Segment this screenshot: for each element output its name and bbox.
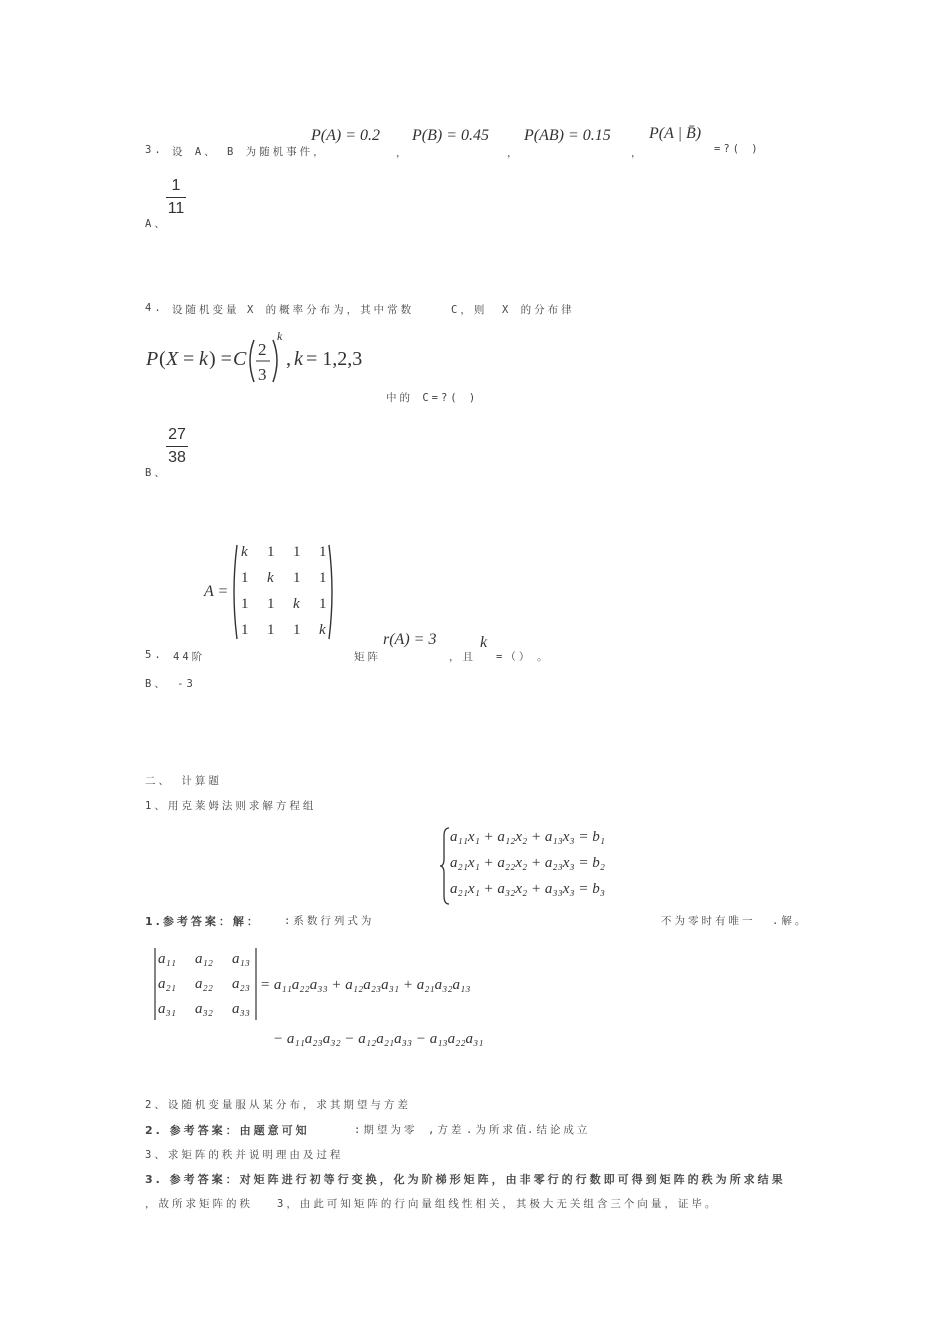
svg-text:C: C <box>233 348 247 370</box>
section-line4 <box>145 1122 310 1138</box>
q5-text4: =（） <box>496 651 533 663</box>
section-line2d: .解。 <box>772 915 809 927</box>
q5-rank: r(A) = 3 <box>383 631 437 648</box>
section-line4e: .结论成立 <box>527 1124 591 1136</box>
section-line5: 3、求矩阵的秩并说明理由及过程 <box>145 1149 344 1161</box>
matrix-cell: 1 <box>293 570 301 586</box>
matrix-cell: 1 <box>267 544 275 560</box>
answer-2-lead: 2. 参考答案：由题意可知 <box>145 1124 310 1137</box>
q4-ask: 中的 C=?( ) <box>386 392 479 404</box>
svg-text:(: ( <box>159 348 166 370</box>
matrix-cell: k <box>241 544 248 560</box>
q4-text4: X 的分布律 <box>502 304 575 316</box>
answer-1-lead: 1.参考答案：解： <box>145 915 261 928</box>
q3-sep3: ， <box>631 147 645 159</box>
q3-formula-pa: P(A) = 0.2 <box>311 127 380 144</box>
matrix-cell: 1 <box>319 570 327 586</box>
section-line3: 2、设随机变量服从某分布，求其期望与方差 <box>145 1099 411 1111</box>
q3-answer-numerator: 1 <box>171 177 181 194</box>
determinant-cell: a₃₂ <box>195 1001 213 1017</box>
determinant-rhs-2: − a₁₁a₂₃a₃₂ − a₁₂a₂₁a₃₃ − a₁₃a₂₂a₃₁ <box>273 1031 484 1047</box>
q3-text: 设 A、 B 为随机事件， <box>172 146 327 158</box>
q5-number: 5. <box>145 649 164 661</box>
matrix-cell: 1 <box>241 622 249 638</box>
svg-text:k: k <box>199 348 208 370</box>
q3-ask: =?( ) <box>714 143 761 155</box>
q5-var: k <box>480 634 488 651</box>
determinant-cell: a₂₁ <box>158 976 176 992</box>
determinant-cell: a₁₃ <box>232 951 250 967</box>
matrix-cell: k <box>293 596 300 612</box>
system-eq-3: a₂₁x₁ + a₃₂x₂ + a₃₃x₃ = b₃ <box>450 881 605 897</box>
q4-formula <box>146 330 366 392</box>
q3-number: 3. <box>145 144 164 156</box>
matrix-cell: 1 <box>267 596 275 612</box>
section-line7b: 3，由此可知矩阵的行向量组线性相关，其极大无关组含三个向量，证毕。 <box>277 1198 719 1210</box>
section-line7a: ，故所求矩阵的秩 <box>145 1198 253 1210</box>
section-line2c: 不为零时有唯一 <box>661 915 756 927</box>
determinant-cell: a₁₁ <box>158 951 176 967</box>
q5-matrix-lhs: A = <box>204 583 229 600</box>
q3-formula-pb: P(B) = 0.45 <box>412 127 489 144</box>
q5-text3: ，且 <box>449 651 476 663</box>
svg-text:) =: ) = <box>209 348 232 370</box>
matrix-cell: 1 <box>241 596 249 612</box>
q4-answer-label: B、 <box>145 467 168 479</box>
q3-sep2: ， <box>507 147 521 159</box>
q4-text2: X 的概率分布为，其中常数 <box>247 304 415 316</box>
q3-answer-denominator: 11 <box>167 200 185 217</box>
matrix-cell: 1 <box>293 622 301 638</box>
q3-sep1: ， <box>396 147 410 159</box>
q5-answer: B、 -3 <box>145 678 196 690</box>
svg-text:3: 3 <box>258 365 267 384</box>
determinant-cell: a₁₂ <box>195 951 213 967</box>
section-line4d: .为所求值 <box>466 1124 530 1136</box>
svg-text:k: k <box>294 348 303 370</box>
q4-answer-denominator: 38 <box>168 449 186 466</box>
q5-text1: 44阶 <box>173 651 206 663</box>
section-line1: 1、用克莱姆法则求解方程组 <box>145 800 317 812</box>
matrix-cell: 1 <box>319 596 327 612</box>
q4-answer-numerator: 27 <box>168 426 186 443</box>
matrix-cell: k <box>267 570 274 586</box>
matrix-cell: k <box>319 622 326 638</box>
determinant-rhs-1: = a₁₁a₂₂a₃₃ + a₁₂a₂₃a₃₁ + a₂₁a₃₂a₁₃ <box>260 977 471 993</box>
q4-answer-fraction <box>166 426 188 467</box>
svg-text:,: , <box>286 348 291 370</box>
section-line4b: :期望为零 <box>354 1124 418 1136</box>
svg-text:X: X <box>166 348 179 370</box>
determinant-cell: a₂₂ <box>195 976 213 992</box>
answer-3-lead: 3. 参考答案：对矩阵进行初等行变换，化为阶梯形矩阵，由非零行的行数即可得到矩阵的秩为所求结果 <box>145 1173 786 1186</box>
determinant-cell: a₃₃ <box>232 1001 250 1017</box>
q3-formula-target: P(A | B̄) <box>649 125 702 142</box>
q4-text3: C，则 <box>451 304 488 316</box>
system-eq-1: a₁₁x₁ + a₁₂x₂ + a₁₃x₃ = b₁ <box>450 829 605 845</box>
q3-answer-fraction <box>166 177 186 218</box>
q4-number: 4. <box>145 302 164 314</box>
svg-text:P: P <box>146 348 159 370</box>
svg-text:= 1,2,3: = 1,2,3 <box>306 348 363 370</box>
equation-system <box>438 826 628 906</box>
matrix-cell: 1 <box>267 622 275 638</box>
system-eq-2: a₂₁x₁ + a₂₂x₂ + a₂₃x₃ = b₂ <box>450 855 605 871</box>
matrix-cell: 1 <box>293 544 301 560</box>
svg-text:2: 2 <box>258 340 267 359</box>
section-line6 <box>145 1171 786 1187</box>
section-line2a <box>145 913 261 929</box>
section-line2b: :系数行列式为 <box>284 915 375 927</box>
q4-text1: 设随机变量 <box>172 304 240 316</box>
q3-answer-label: A、 <box>145 218 168 230</box>
section-line4c: ,方差 <box>428 1124 465 1136</box>
q5-text5: 。 <box>537 651 551 663</box>
q5-text2: 矩阵 <box>354 651 381 663</box>
q3-formula-pab: P(AB) = 0.15 <box>524 127 611 144</box>
svg-text:k: k <box>277 330 283 343</box>
matrix-cell: 1 <box>319 544 327 560</box>
determinant-cell: a₂₃ <box>232 976 250 992</box>
section-title: 二、 计算题 <box>145 775 222 787</box>
matrix-cell: 1 <box>241 570 249 586</box>
determinant-cell: a₃₁ <box>158 1001 176 1017</box>
svg-text:=: = <box>183 348 195 370</box>
q4-formula-graphic <box>146 330 366 392</box>
